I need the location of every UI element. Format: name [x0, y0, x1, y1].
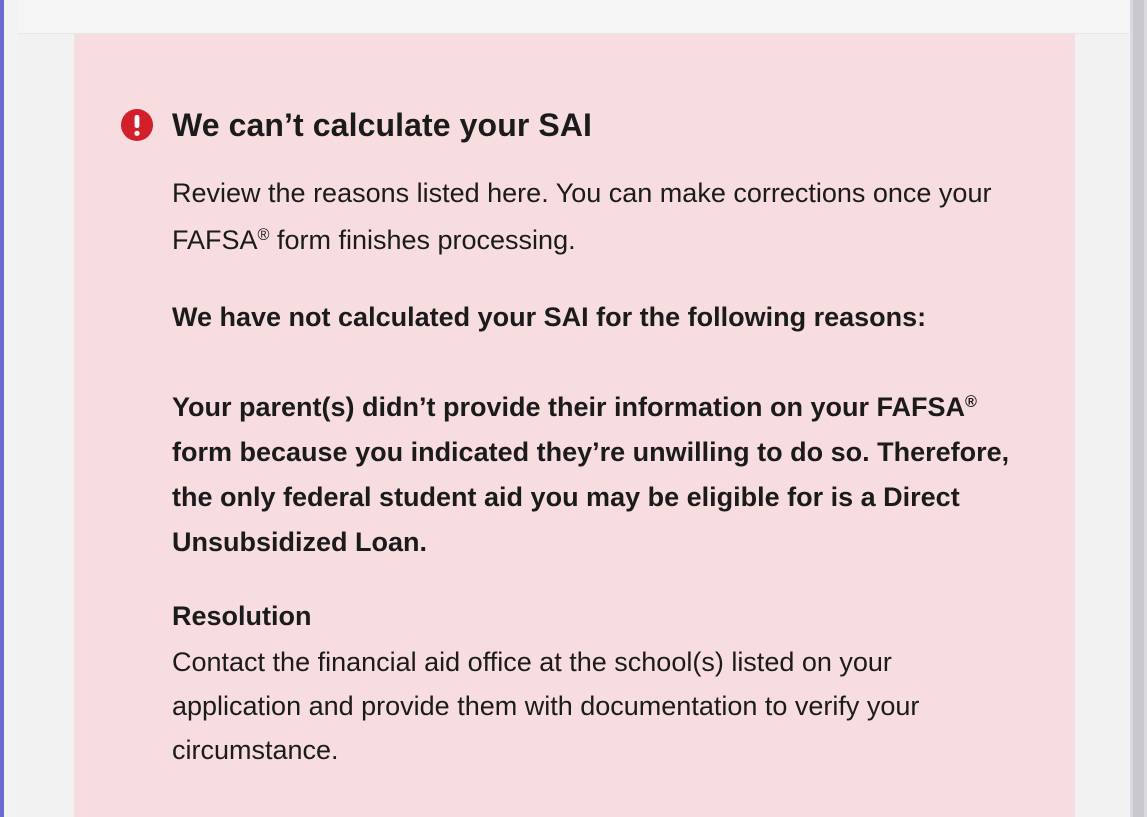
reason-text [172, 385, 1022, 565]
registered-mark: ® [257, 226, 270, 245]
resolution-heading: Resolution [172, 601, 312, 631]
alert-title: We can’t calculate your SAI [172, 107, 593, 143]
sai-error-alert [74, 34, 1075, 817]
scrollbar-thumb[interactable] [1133, 0, 1144, 817]
reason-text-part1: Your parent(s) didn’t provide their information on your FAFSA [172, 392, 966, 422]
vertical-scrollbar[interactable] [1130, 0, 1147, 817]
error-circle-icon [120, 108, 154, 142]
reasons-heading: We have not calculated your SAI for the following reasons: [172, 302, 927, 332]
alert-intro-text [172, 170, 1032, 264]
registered-mark: ® [965, 393, 977, 412]
intro-text-part1: Review the reasons listed here. You can make corrections once your FAFSA [172, 178, 992, 255]
intro-text-part2: form finishes processing. [269, 225, 576, 255]
window-left-border [0, 0, 4, 817]
reason-text-part2: form because you indicated they’re unwilling to do so. Therefore, the only federal student aid you may be eligible for is a Direct Unsubsidized Loan. [172, 437, 1010, 557]
resolution-text: Contact the financial aid office at the school(s) listed on your application and provide them with documentation to verify your circumstance. [172, 647, 920, 765]
page-top-strip [18, 0, 1130, 34]
